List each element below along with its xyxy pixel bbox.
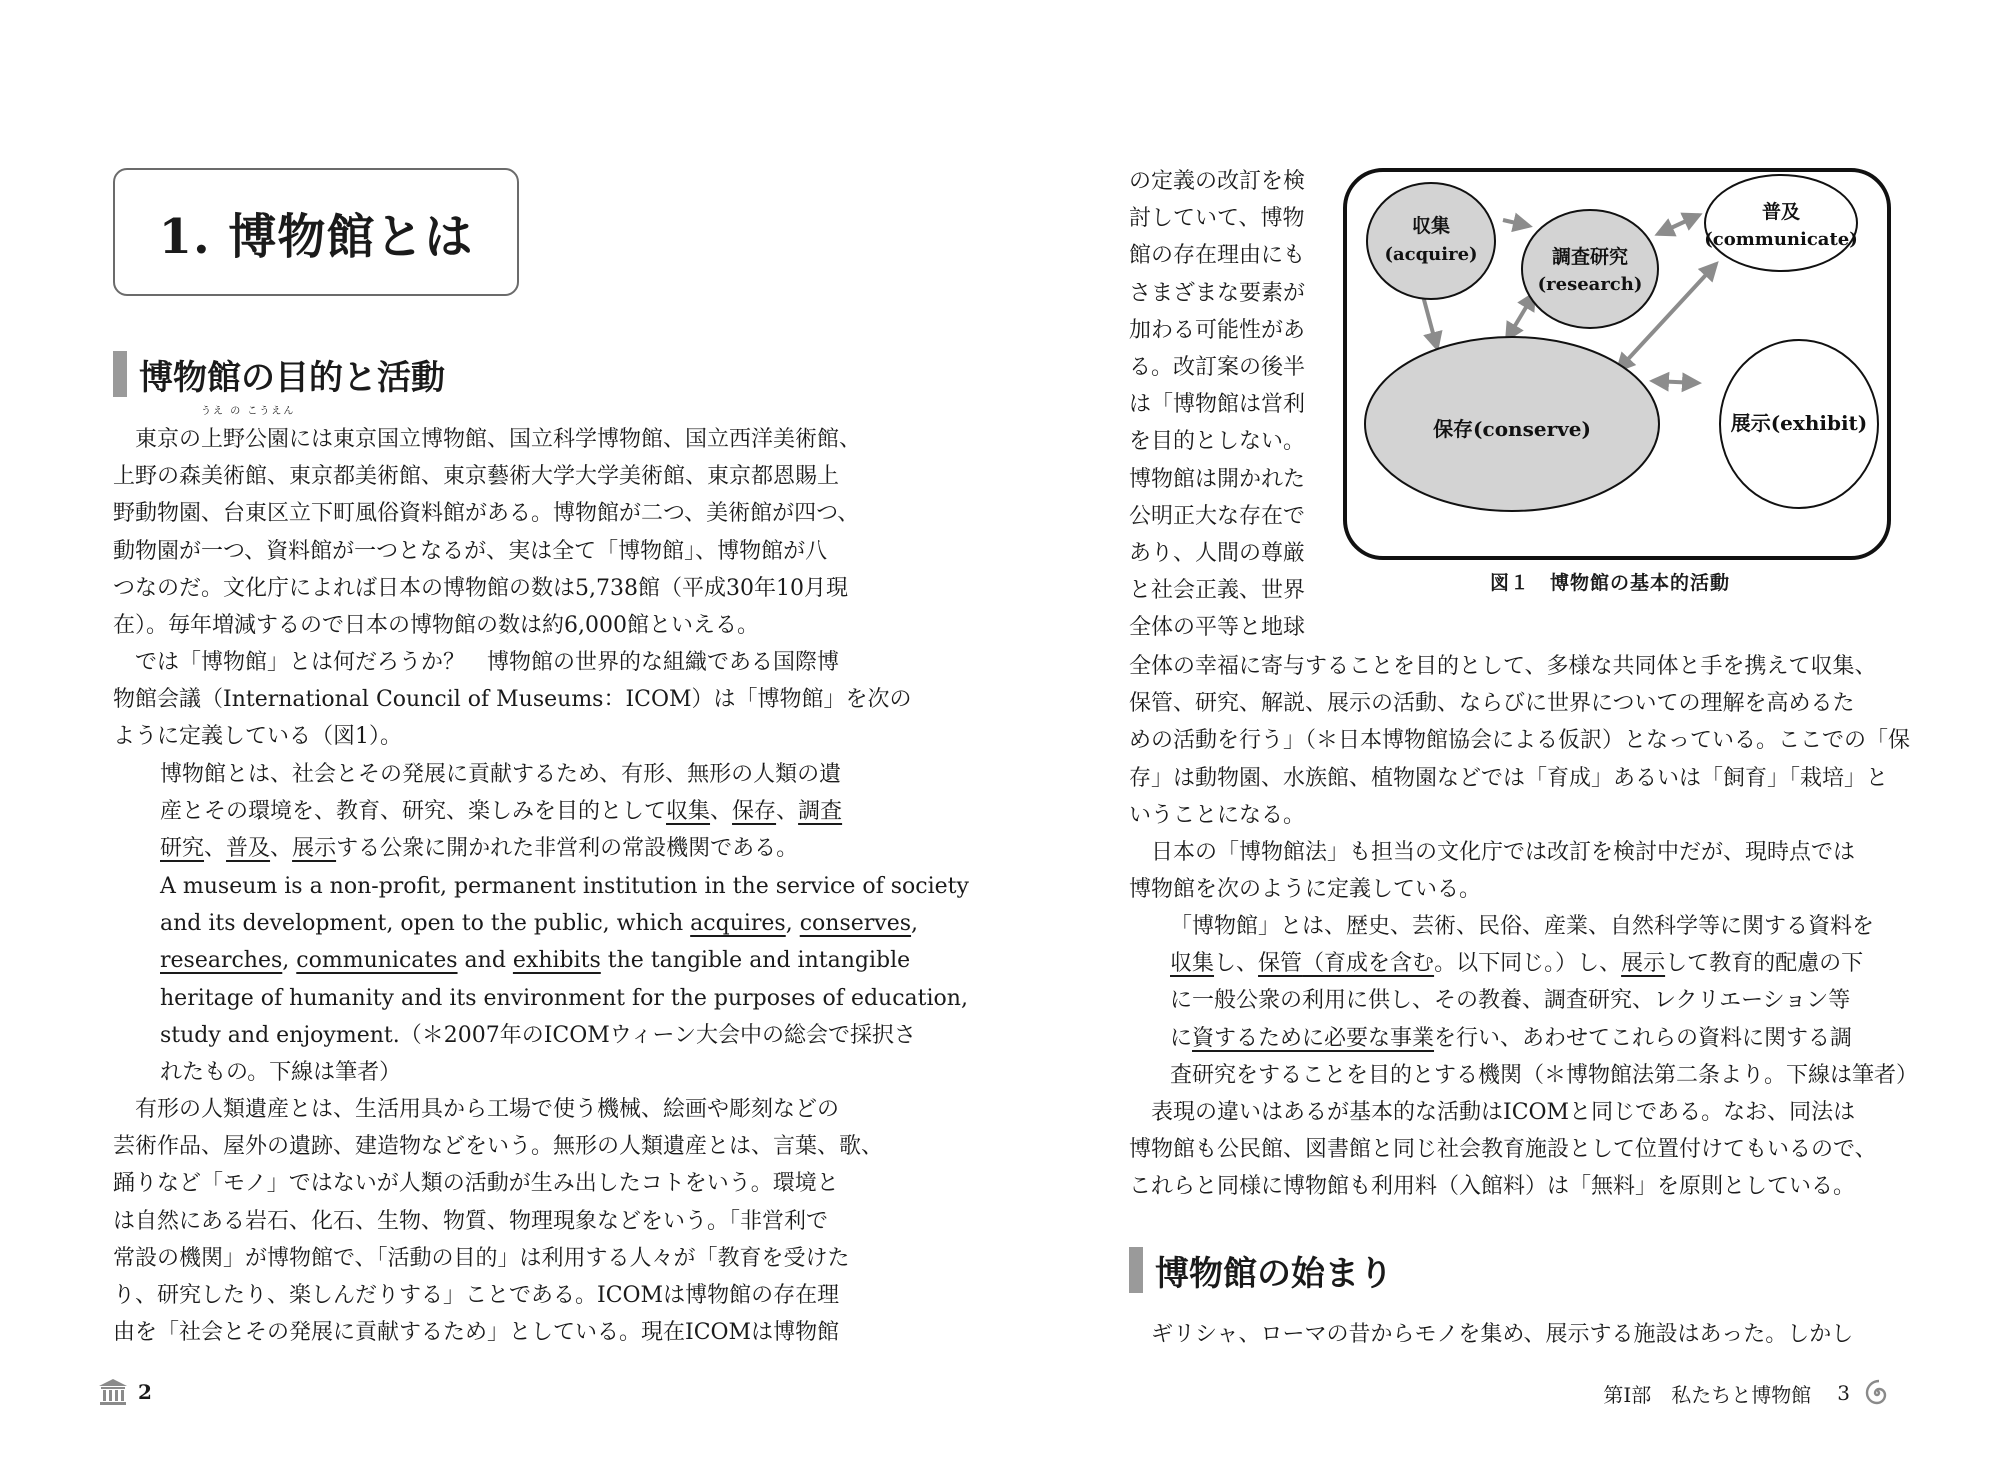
text-line: 博物館を次のように定義している。 (1129, 877, 1482, 903)
section-heading-text: 博物館の目的と活動 (139, 357, 445, 398)
text-line: 全体の幸福に寄与することを目的として、多様な共同体と手を携えて収集、 (1129, 654, 1877, 679)
text-line: れたもの。下線は筆者） (160, 1059, 402, 1085)
paragraph-continuation (1129, 648, 1910, 834)
text-line: 日本の「博物館法」も担当の文化庁では改訂を検討中だが、現時点では (1151, 840, 1856, 865)
page-number-right: 3 (1837, 1381, 1850, 1405)
footer-left (98, 1378, 152, 1406)
text-line: 収集し、保管（育成を含む。以下同じ。）し、展示して教育的配慮の下 (1170, 951, 1864, 977)
chapter-title-box (113, 168, 519, 296)
text-line: は自然にある岩石、化石、生物、物質、物理現象などをいう。「非営利で (113, 1208, 829, 1234)
figure-caption: 図１ 博物館の基本的活動 (1490, 572, 1731, 594)
paragraph-difference (1129, 1094, 1877, 1206)
diagram-svg (1347, 172, 1887, 556)
text-line: 博物館も公民館、図書館と同じ社会教育施設として位置付けてもいるので、 (1129, 1137, 1877, 1163)
text-line: 物館会議（International Council of Museums：ICOM）は「博物館」を次の (113, 687, 912, 713)
museum-law-definition (1170, 908, 1918, 1094)
right-page (1000, 0, 2000, 1471)
node-research-en: (research) (1537, 274, 1643, 295)
node-communicate-en: (communicate) (1704, 229, 1858, 250)
paragraph-intro (113, 406, 862, 644)
text-line: これらと同様に博物館も利用料（入館料）は「無料」を原則としている。 (1129, 1174, 1856, 1200)
text-line: 由を「社会とその発展に貢献するため」としている。現在ICOMは博物館 (113, 1320, 840, 1346)
text-line: 東京の うえ の こうえん 上野公園には東京国立博物館、国立科学博物館、国立西洋美術館、 (113, 421, 861, 458)
node-research-ja: 調査研究 (1551, 246, 1629, 268)
text-line: ギリシャ、ローマの昔からモノを集め、展示する施設はあった。しかし (1151, 1322, 1854, 1347)
text-line: では「博物館」とは何だろうか？ 博物館の世界的な組織である国際博 (135, 650, 840, 675)
text-line: 上野の森美術館、東京都美術館、東京藝術大学大学美術館、東京都恩賜上 (113, 464, 840, 490)
text-line: 査研究をすることを目的とする機関（＊博物館法第二条より。下線は筆者） (1170, 1062, 1919, 1088)
text-line: 研究、普及、展示する公衆に開かれた非営利の常設機関である。 (160, 836, 799, 862)
text-line: 在）。毎年増減するので日本の博物館の数は約6,000館といえる。 (113, 612, 759, 638)
text-line: A museum is a non-profit, permanent institution in the service of society (160, 874, 969, 899)
text-line: 動物園が一つ、資料館が一つとなるが、実は全て「博物館」、博物館が八 (113, 538, 828, 564)
text-line: study and enjoyment.（＊2007年のICOMウィーン大会中の総会で採択さ (160, 1022, 917, 1048)
text-line: 博物館とは、社会とその発展に貢献するため、有形、無形の人類の遺 (160, 762, 842, 787)
text-line: and its development, open to the public, which acquires, conserves, (160, 911, 919, 937)
text-line: 芸術作品、屋外の遺跡、建造物などをいう。無形の人類遺産とは、言葉、歌、 (113, 1134, 884, 1160)
paragraph-origins (1129, 1316, 1853, 1353)
text-line: 表現の違いはあるが基本的な活動はICOMと同じである。なお、同法は (1151, 1100, 1856, 1125)
ruby-word: うえ の こうえん 上野公園 (201, 406, 296, 452)
text-line: 存」は動物園、水族館、植物園などでは「育成」あるいは「飼育」「栽培」と (1129, 765, 1889, 791)
node-acquire-en: (acquire) (1384, 244, 1478, 265)
text-line: 産とその環境を、教育、研究、楽しみを目的として収集、保存、調査 (160, 799, 843, 825)
node-exhibit-label: 展示(exhibit) (1730, 411, 1868, 435)
text-line: 加わる可能性があ (1129, 317, 1306, 343)
text-line: 踊りなど「モノ」ではないが人類の活動が生み出したコトをいう。環境と (113, 1171, 839, 1197)
page-number-left: 2 (138, 1380, 152, 1404)
text-line: さまざまな要素が (1129, 280, 1306, 306)
node-acquire (1367, 183, 1495, 299)
node-conserve-label: 保存(conserve) (1433, 417, 1591, 441)
text-line: 有形の人類遺産とは、生活用具から工場で使う機械、絵画や彫刻などの (135, 1097, 840, 1122)
text-line: 「博物館」とは、歴史、芸術、民俗、産業、自然科学等に関する資料を (1170, 914, 1875, 939)
icom-definition-english (160, 868, 969, 1091)
chapter-title: 1. 博物館とは (158, 208, 474, 265)
text-line: る。改訂案の後半 (1129, 354, 1306, 380)
spiral-icon (1862, 1378, 1892, 1408)
text-line: heritage of humanity and its environment for the purposes of education, (160, 985, 968, 1011)
section-heading-purpose (113, 350, 445, 398)
footer-right (1603, 1378, 1892, 1408)
text-line: を目的としない。 (1129, 429, 1306, 455)
icom-definition-japanese (160, 756, 842, 868)
text-line: いうことになる。 (1129, 802, 1306, 828)
text-line: は「博物館は営利 (1129, 392, 1306, 418)
narrow-column-text (1129, 163, 1305, 646)
activity-diagram (1343, 168, 1891, 560)
text-line: researches, communicates and exhibits the tangible and intangible (160, 948, 911, 974)
text-line: の定義の改訂を検 (1129, 169, 1306, 194)
text-line: 館の存在理由にも (1129, 243, 1306, 269)
paragraph-question (113, 644, 912, 756)
text-line: に一般公衆の利用に供し、その教養、調査研究、レクリエーション等 (1170, 988, 1851, 1014)
text-line: めの活動を行う」（＊日本博物館協会による仮訳）となっている。ここでの「保 (1129, 728, 1911, 754)
node-communicate (1705, 175, 1857, 271)
heading-bar (113, 351, 127, 397)
section-heading-origins (1129, 1246, 1393, 1294)
text-line: り、研究したり、楽しんだりする」ことである。ICOMは博物館の存在理 (113, 1282, 840, 1308)
node-acquire-ja: 収集 (1411, 215, 1451, 237)
text-line: 野動物園、台東区立下町風俗資料館がある。博物館が二つ、美術館が四つ、 (113, 501, 860, 527)
text-line: 常設の機関」が博物館で、「活動の目的」は利用する人々が「教育を受けた (113, 1245, 850, 1271)
node-communicate-ja: 普及 (1761, 201, 1801, 223)
section-heading-text: 博物館の始まり (1155, 1253, 1393, 1294)
text-line: 討していて、博物 (1129, 206, 1305, 232)
text-line: あり、人間の尊厳 (1129, 540, 1306, 566)
footer-title: 第Ⅰ部 私たちと博物館 (1603, 1382, 1812, 1407)
node-research (1522, 210, 1658, 328)
text-line: に資するために必要な事業を行い、あわせてこれらの資料に関する調 (1170, 1025, 1853, 1051)
text-line: 全体の平等と地球 (1129, 615, 1306, 641)
museum-icon (98, 1378, 128, 1406)
paragraph-heritage (113, 1091, 883, 1351)
text-line: 公明正大な存在で (1129, 503, 1306, 529)
paragraph-law-intro (1129, 834, 1855, 908)
text-line: ように定義している（図1）。 (113, 724, 402, 750)
text-line: 博物館は開かれた (1129, 466, 1306, 492)
text-line: と社会正義、世界 (1129, 578, 1306, 604)
text-line: 保管、研究、解説、展示の活動、ならびに世界についての理解を高めるた (1129, 691, 1855, 717)
text-line: つなのだ。文化庁によれば日本の博物館の数は5,738館（平成30年10月現 (113, 575, 848, 601)
heading-bar (1129, 1247, 1143, 1293)
